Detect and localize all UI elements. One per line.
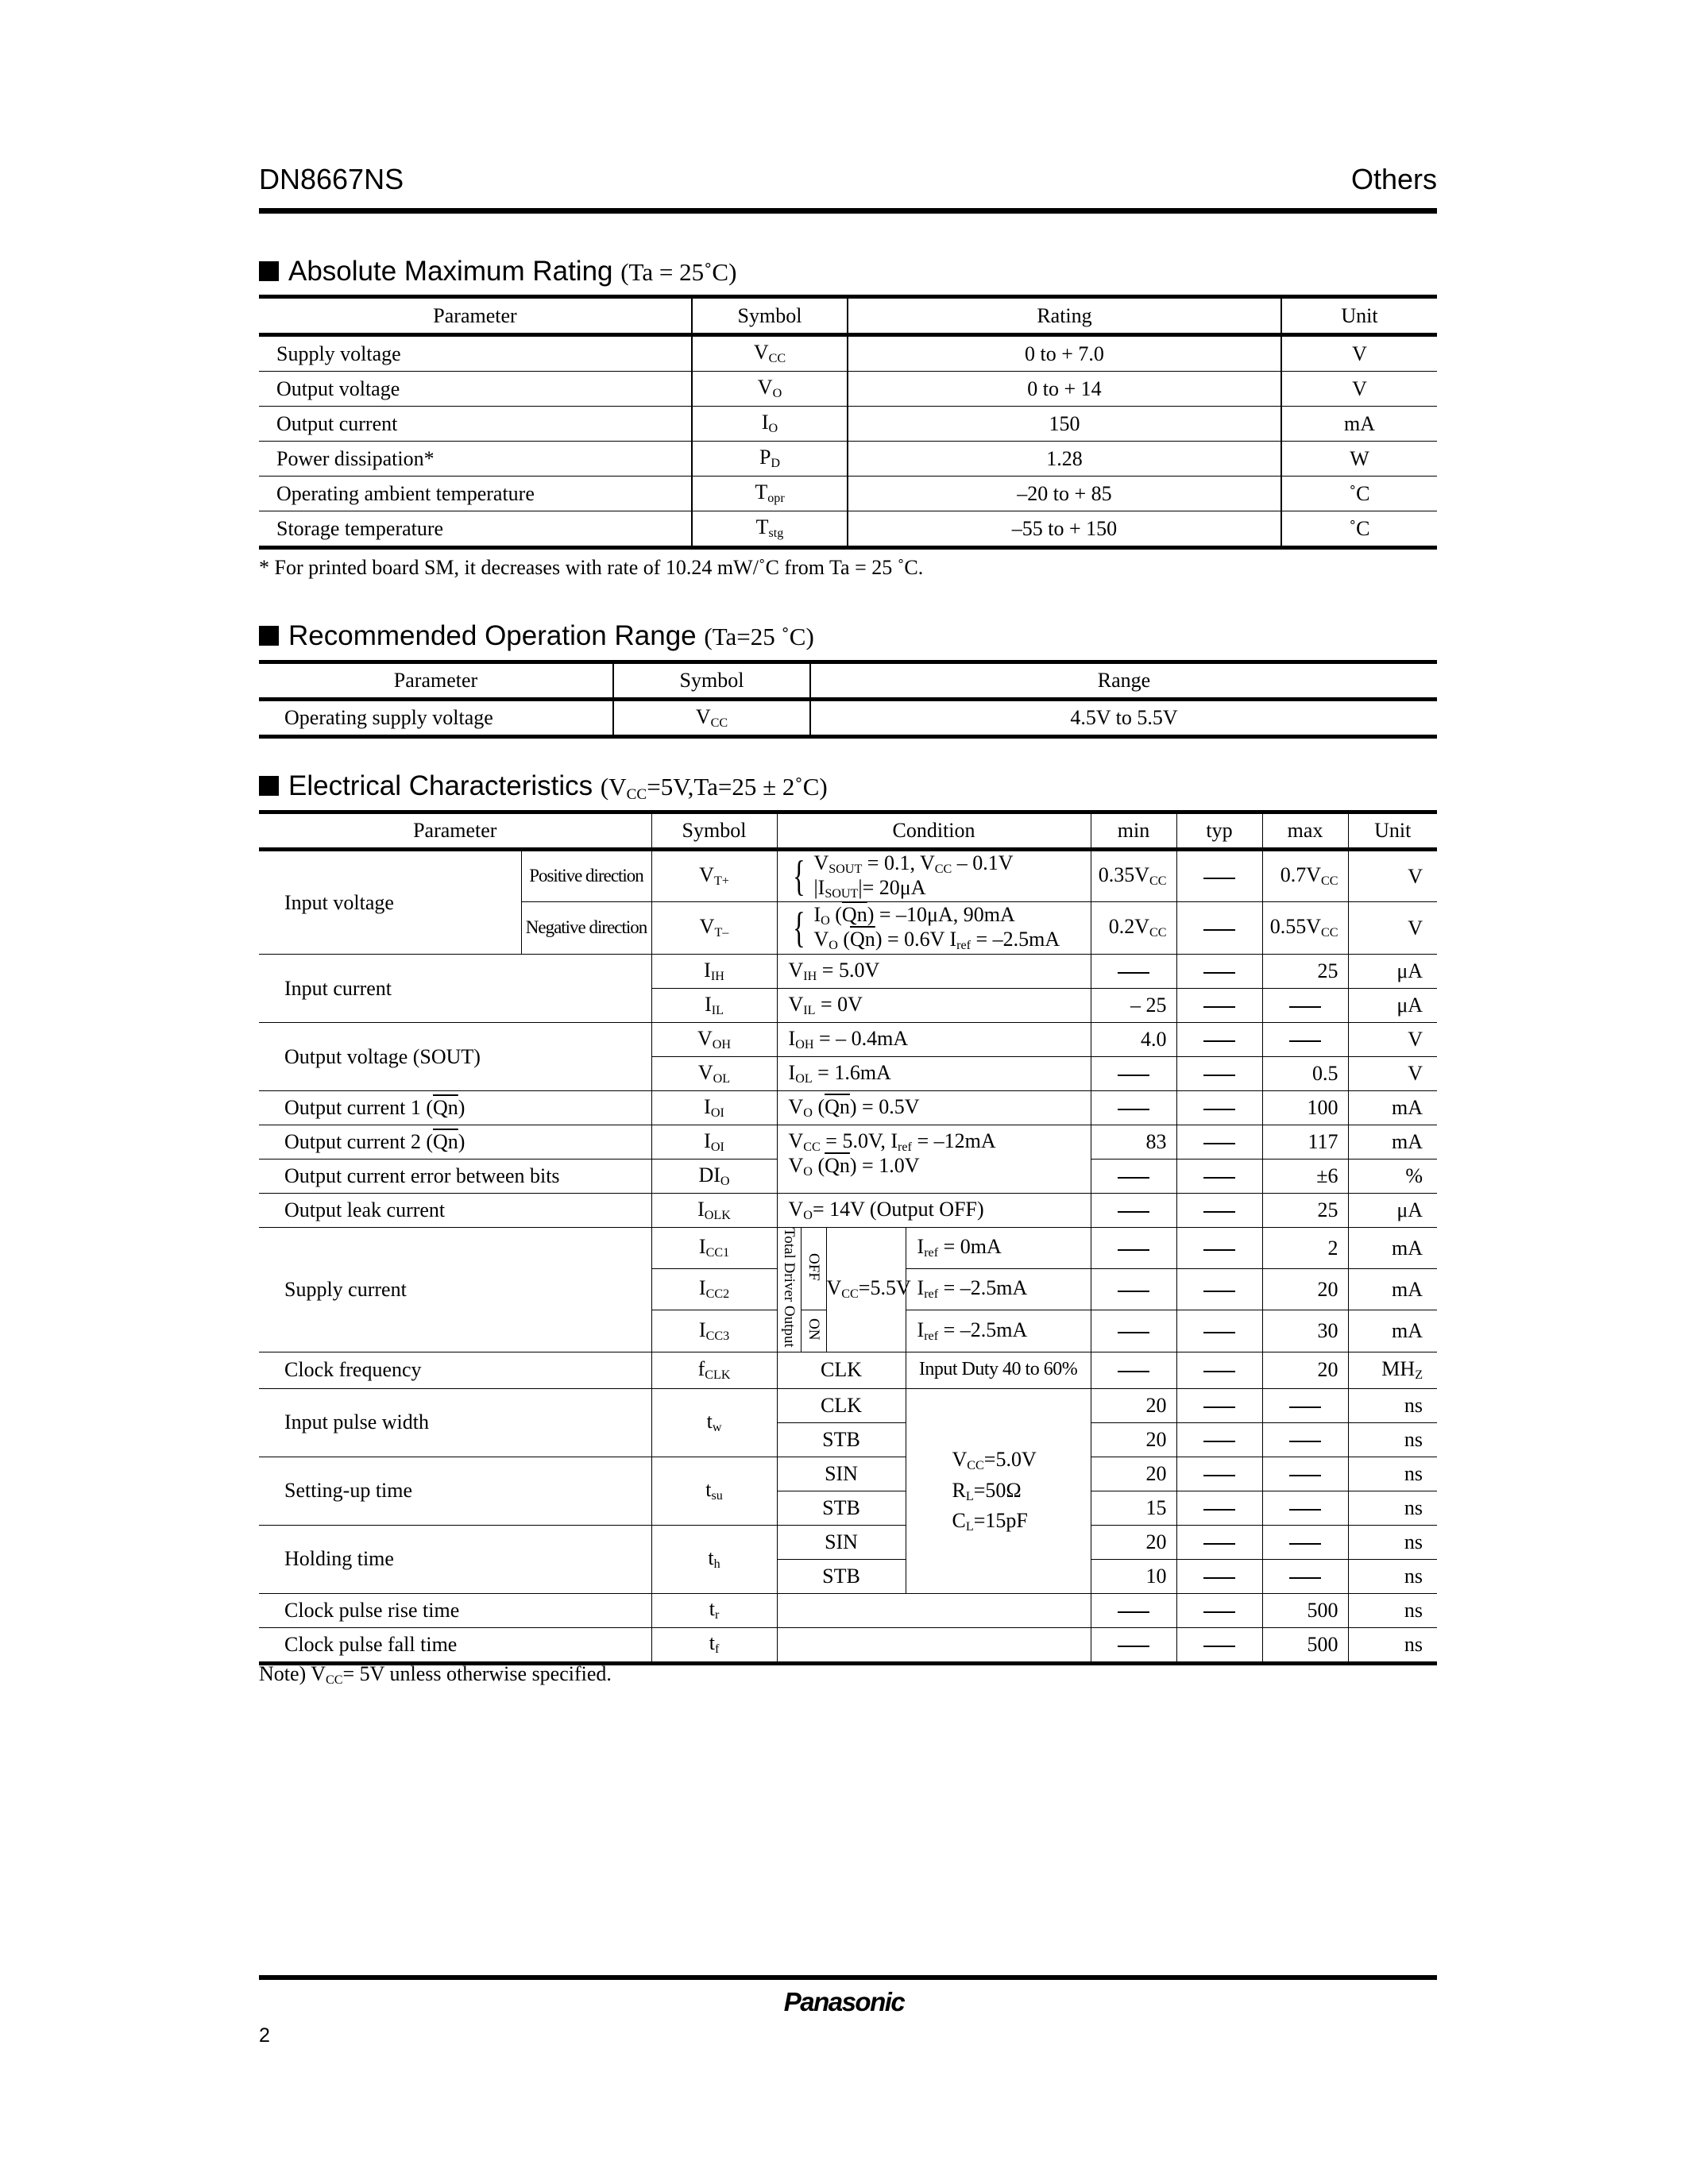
table-row: Negative direction $V_{T-}$ { $I_O$ $(\overline{Qn}) = -10\mu A$, 90mA $V_O$ $(\overline{Qn}) = 0.6V$ $I_{ref} = -2.5mA$ $0.2V_{CC}$ $0.55V_{CC}$ V <box>259 902 1437 955</box>
table-row: $V_{OL}$ $I_{OL} = 1.6mA$ 0.5 V <box>259 1057 1437 1091</box>
column-header: Unit <box>1281 297 1437 335</box>
table-row: Input pulse width $t_w$ CLK $V_{CC}=5.0V$ $R_L=50\Omega$ $C_L=15pF$ 20 ns <box>259 1388 1437 1422</box>
table-row: Output current error between bits $DI_O$ ±6 % <box>259 1160 1437 1194</box>
brand-logo: Panasonic <box>783 1987 905 2016</box>
column-header: Unit <box>1348 812 1437 850</box>
page-header <box>259 163 1437 207</box>
table-row: Output voltage (SOUT) $V_{OH}$ $I_{OH}$ = – 0.4mA 4.0 V <box>259 1023 1437 1057</box>
abs-max-footnote: * For printed board SM, it decreases with rate of 10.24 mW/˚C from Ta = 25 ˚C. <box>259 556 924 579</box>
table-row: $I_{CC2}$ $I_{ref} = -2.5mA$ 20 mA <box>259 1269 1437 1310</box>
table-row: Output voltage $V_O$ 0 to + 14 V <box>259 372 1437 407</box>
table-row: STB 10 ns <box>259 1559 1437 1593</box>
table-row: Operating supply voltage $V_{CC}$ 4.5V to 5.5V <box>259 700 1437 737</box>
column-header: typ <box>1176 812 1262 850</box>
column-header: Parameter <box>259 812 651 850</box>
table-row: Storage temperature $T_{stg}$ –55 to + 150 ˚C <box>259 511 1437 548</box>
column-header: Rating <box>848 297 1281 335</box>
header-rule <box>259 208 1437 214</box>
column-header: max <box>1262 812 1348 850</box>
table-row: Output current 1 $(\overline{Qn})$ $I_{OI}$ $V_O$ $(\overline{Qn}) = 0.5V$ 100 mA <box>259 1091 1437 1125</box>
column-header: Symbol <box>651 812 777 850</box>
table-row: Output current $I_O$ 150 mA <box>259 407 1437 442</box>
electrical-table <box>259 810 1437 1665</box>
table-row: Input voltage Positive direction $V_{T+}$ { $V_{SOUT} = 0.1$, $V_{CC} - 0.1V$ $|I_{SOUT}|= 20\mu A$ $0.35V_{CC}$ $0.7V_{CC}$ V <box>259 850 1437 902</box>
part-number: DN8667NS <box>259 163 404 195</box>
table-row: Output leak current $I_{OLK}$ $V_O= 14V$ (Output OFF) 25 μA <box>259 1194 1437 1228</box>
table-row: Clock pulse rise time $t_r$ 500 ns <box>259 1593 1437 1627</box>
table-row: Setting-up time $t_{su}$ SIN 20 ns <box>259 1457 1437 1491</box>
table-row: STB 20 ns <box>259 1422 1437 1457</box>
category-label: Others <box>1350 163 1437 195</box>
abs-max-title: Absolute Maximum Rating (Ta = 25˚C) <box>259 256 736 287</box>
table-row: $I_{IL}$ $V_{IL} = 0V$ – 25 μA <box>259 989 1437 1023</box>
square-bullet-icon <box>259 776 279 796</box>
abs-max-table <box>259 295 1437 550</box>
column-header: min <box>1091 812 1176 850</box>
table-row: Clock pulse fall time $t_f$ 500 ns <box>259 1627 1437 1663</box>
footer-rule <box>259 1975 1437 1980</box>
column-header: Symbol <box>613 662 810 700</box>
column-header: Symbol <box>692 297 848 335</box>
square-bullet-icon <box>259 626 279 646</box>
square-bullet-icon <box>259 261 279 281</box>
electrical-title: Electrical Characteristics ($V_{CC}=5V,Ta=25$ ± 2˚C) <box>259 770 828 804</box>
table-row: Input current $I_{IH}$ $V_{IH} = 5.0V$ 25 μA <box>259 955 1437 989</box>
table-row: Holding time $t_h$ SIN 20 ns <box>259 1525 1437 1559</box>
recommended-title: Recommended Operation Range (Ta=25 ˚C) <box>259 620 814 652</box>
recommended-table <box>259 660 1437 739</box>
table-row: Output current 2 $(\overline{Qn})$ $I_{OI}$ $V_{CC} = 5.0V$, $I_{ref} = -12mA$ $V_O$ $(\overline{Qn}) = 1.0V$ 83 117 mA <box>259 1125 1437 1160</box>
table-row: $I_{CC3}$ ON $I_{ref} = -2.5mA$ 30 mA <box>259 1310 1437 1352</box>
column-header: Parameter <box>259 297 692 335</box>
electrical-note: Note) $V_{CC}= 5V$ unless otherwise specified. <box>259 1662 612 1688</box>
table-row: Power dissipation* $P_D$ 1.28 W <box>259 442 1437 477</box>
table-row: Supply voltage $V_{CC}$ 0 to + 7.0 V <box>259 335 1437 372</box>
table-row: STB 15 ns <box>259 1491 1437 1525</box>
column-header: Range <box>810 662 1437 700</box>
table-row: Clock frequency $f_{CLK}$ CLK Input Duty 40 to 60% 20 $MH_Z$ <box>259 1352 1437 1388</box>
table-row: Supply current $I_{CC1}$ Total Driver Output OFF $V_{CC}=5.5V$ $I_{ref} = 0mA$ 2 mA <box>259 1228 1437 1269</box>
column-header: Parameter <box>259 662 613 700</box>
column-header: Condition <box>777 812 1091 850</box>
table-row: Operating ambient temperature $T_{opr}$ –20 to + 85 ˚C <box>259 477 1437 511</box>
page-number: 2 <box>259 2024 270 2047</box>
